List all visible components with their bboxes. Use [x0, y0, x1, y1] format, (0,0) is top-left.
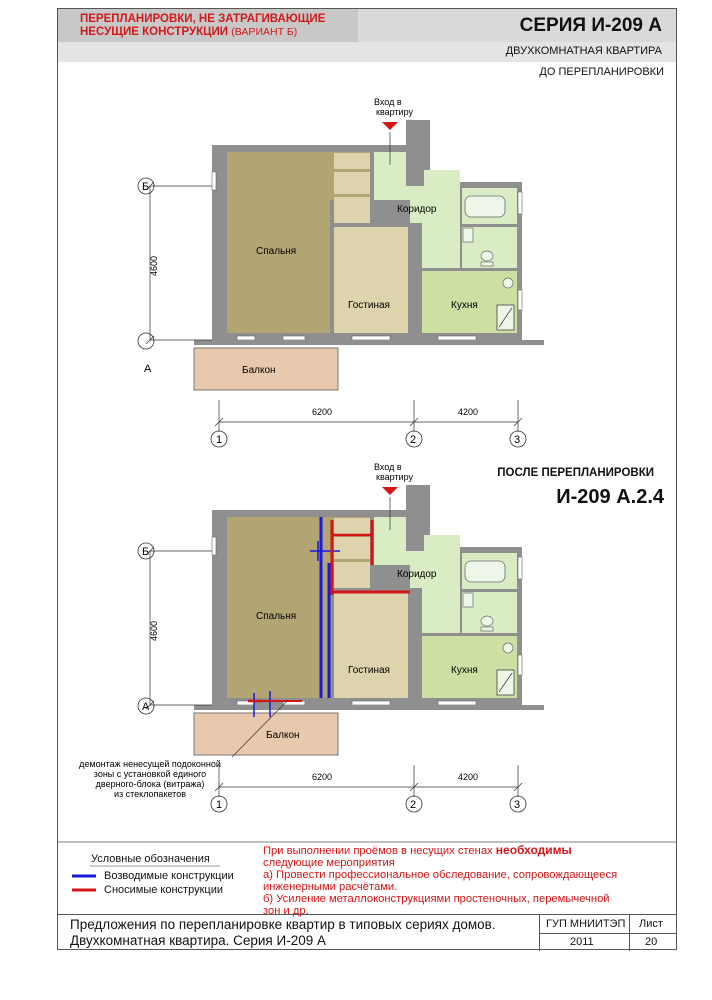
notes-line3: а) Провести профессиональное обследование, сопровождающееся — [263, 869, 618, 881]
label-living: Гостиная — [348, 300, 390, 311]
label-corridor: Коридор — [397, 204, 437, 215]
notes-line1 — [263, 844, 668, 857]
label-bedroom-after: Спальня — [256, 611, 297, 622]
axis-b-label: Б — [142, 181, 150, 193]
entrance-label-after-line2: квартиру — [376, 472, 413, 482]
footer — [58, 914, 676, 951]
header-variant: (ВАРИАНТ Б) — [231, 26, 298, 38]
dim-right-after: 4200 — [458, 772, 479, 782]
entrance-label-after-line1: Вход в — [374, 462, 402, 472]
axis-3-label-after: 3 — [514, 799, 521, 811]
label-balcony: Балкон — [242, 365, 276, 376]
footer-sheet-divider — [630, 933, 677, 934]
axis-a-label: А — [144, 363, 152, 375]
notes-line6: зон и др. — [263, 905, 309, 917]
plan-after — [146, 485, 544, 797]
dim-height: 4600 — [149, 255, 159, 276]
annotation-text — [79, 759, 221, 799]
annotation-line1: демонтаж ненесущей подоконной — [79, 759, 221, 769]
dim-left-after: 6200 — [312, 772, 333, 782]
footer-line1: Предложения по перепланировке квартир в типовых сериях домов. — [70, 917, 496, 932]
notes-line2: следующие мероприятия — [263, 857, 395, 869]
label-living-after: Гостиная — [348, 665, 390, 676]
annotation-line2: зоны с установкой единого — [93, 769, 207, 779]
apartment-type: ДВУХКОМНАТНАЯ КВАРТИРА — [505, 45, 662, 57]
notes-line4: инженерными расчётами. — [263, 881, 398, 893]
state-after: ПОСЛЕ ПЕРЕПЛАНИРОВКИ — [497, 467, 654, 479]
annotation-line4: из стеклопакетов — [113, 789, 187, 799]
state-before: ДО ПЕРЕПЛАНИРОВКИ — [539, 66, 664, 78]
footer-sheet-label: Лист — [639, 918, 663, 930]
notes-line1-text: При выполнении проёмов в несущих стенах — [263, 845, 496, 857]
footer-org-divider — [540, 933, 630, 934]
axis-2-label: 2 — [410, 434, 417, 446]
footer-description — [70, 917, 496, 949]
legend-demolished-label: Сносимые конструкции — [104, 884, 223, 896]
dim-left: 6200 — [312, 407, 333, 417]
footer-sheet-cell — [629, 915, 677, 951]
notes-line1-emphasis: необходимы — [495, 843, 572, 857]
footer-year: 2011 — [570, 936, 594, 948]
entrance-label-line1: Вход в — [374, 97, 402, 107]
plan-before — [146, 120, 544, 432]
dim-height-after: 4600 — [149, 620, 159, 641]
entrance-label-line2: квартиру — [376, 107, 413, 117]
footer-line2: Двухкомнатная квартира. Серия И-209 А — [70, 933, 326, 948]
footer-org-cell — [539, 915, 630, 951]
label-bedroom: Спальня — [256, 246, 297, 257]
notes-line5: б) Усиление металлоконструкциями простеночных, перемычечной — [263, 893, 610, 905]
axis-3-label: 3 — [514, 434, 521, 446]
footer-org: ГУП МНИИТЭП — [546, 918, 626, 930]
label-kitchen-after: Кухня — [451, 665, 478, 676]
label-kitchen: Кухня — [451, 300, 478, 311]
label-balcony-after: Балкон — [266, 730, 300, 741]
label-corridor-after: Коридор — [397, 569, 437, 580]
axis-b-label-after: Б — [142, 546, 150, 558]
axis-1-label-after: 1 — [216, 799, 223, 811]
annotation-line3: дверного-блока (витража) — [95, 779, 205, 789]
axis-a-label-after: А — [142, 701, 150, 713]
axis-1-label: 1 — [216, 434, 223, 446]
header-title-line2-text: НЕСУЩИЕ КОНСТРУКЦИИ — [80, 26, 229, 38]
series-title: СЕРИЯ И-209 А — [519, 15, 662, 36]
legend-erected-label: Возводимые конструкции — [104, 870, 234, 882]
axis-2-label-after: 2 — [410, 799, 417, 811]
header-title-line1: ПЕРЕПЛАНИРОВКИ, НЕ ЗАТРАГИВАЮЩИЕ — [80, 13, 326, 25]
legend-title: Условные обозначения — [91, 853, 210, 865]
footer-sheet-number: 20 — [645, 936, 658, 948]
notes-block — [263, 844, 668, 917]
dim-right: 4200 — [458, 407, 479, 417]
after-code: И-209 А.2.4 — [556, 486, 664, 508]
